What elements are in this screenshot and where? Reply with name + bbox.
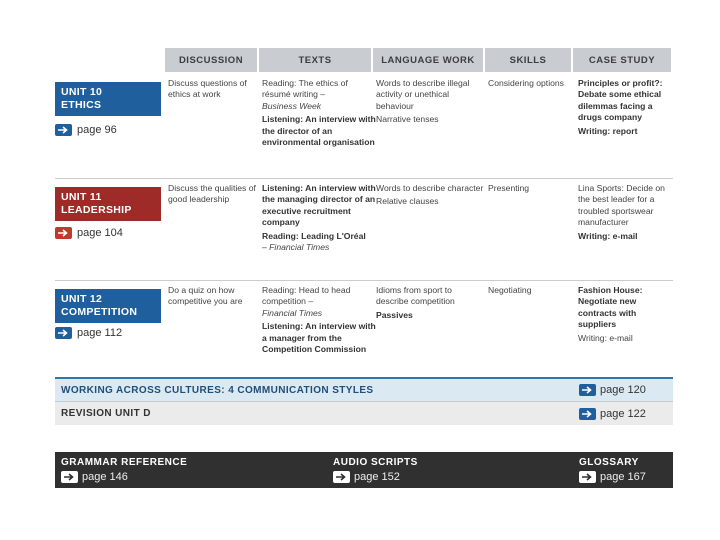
header-skills: SKILLS	[485, 48, 573, 72]
arrow-right-icon	[55, 327, 72, 339]
text-listening: Listening: An interview with a manager from the Competition Commission	[262, 321, 376, 355]
unit-badge-11[interactable]	[55, 187, 161, 221]
footer-bar	[55, 452, 673, 488]
footer-title: GRAMMAR REFERENCE	[61, 457, 188, 468]
arrow-right-icon	[579, 408, 596, 420]
language-cell	[376, 183, 486, 210]
case-title: Fashion House: Negotiate new contracts with suppliers	[578, 285, 643, 330]
discussion-cell: Discuss questions of ethics at work	[168, 78, 247, 100]
column-header-row	[165, 48, 671, 72]
text-source: Financial Times	[262, 307, 323, 318]
unit-name: ETHICS	[61, 99, 102, 111]
footer-title: AUDIO SCRIPTS	[333, 457, 418, 468]
text-source: – Financial Times	[262, 242, 330, 253]
arrow-right-icon	[55, 124, 72, 136]
arrow-right-icon	[55, 227, 72, 239]
text-reading: Reading: The ethics of résumé writing –	[262, 78, 348, 100]
case-cell	[578, 285, 673, 346]
unit-badge-12[interactable]	[55, 289, 161, 323]
header-case-study: CASE STUDY	[573, 48, 671, 72]
case-title: Lina Sports: Decide on the best leader for a troubled sportswear manufacturer	[578, 183, 665, 228]
unit-number: UNIT 12	[61, 293, 103, 305]
page-ref: page 96	[77, 124, 117, 136]
page-ref: page 104	[77, 227, 123, 239]
text-reading: Reading: Head to head competition –	[262, 285, 351, 307]
case-writing: Writing: e-mail	[578, 230, 638, 241]
unit-row-12	[55, 281, 673, 379]
language-cell	[376, 78, 486, 128]
language-item: Narrative tenses	[376, 114, 439, 125]
arrow-right-icon	[579, 384, 596, 396]
case-writing: Writing: report	[578, 125, 638, 136]
working-across-cultures-band[interactable]	[55, 377, 673, 401]
revision-unit-band[interactable]	[55, 401, 673, 425]
language-item: Relative clauses	[376, 196, 439, 207]
page-ref: page 120	[600, 384, 646, 396]
unit-10-page-link[interactable]	[55, 124, 117, 136]
skills-cell: Considering options	[488, 78, 564, 88]
band-title: REVISION UNIT D	[61, 408, 151, 419]
page-ref: page 146	[82, 471, 128, 483]
unit-row-11	[55, 179, 673, 281]
language-cell	[376, 285, 486, 323]
page-ref: page 122	[600, 407, 646, 420]
texts-cell	[262, 78, 376, 150]
unit-number: UNIT 11	[61, 191, 102, 203]
page-ref: page 112	[77, 327, 123, 339]
unit-row-10	[55, 74, 673, 179]
arrow-right-icon	[333, 471, 350, 483]
unit-number: UNIT 10	[61, 86, 103, 98]
header-discussion: DISCUSSION	[165, 48, 259, 72]
skills-cell: Negotiating	[488, 285, 532, 295]
case-title: Principles or profit?: Debate some ethical dilemmas facing a drugs company	[578, 78, 663, 123]
language-item: Words to describe character	[376, 183, 484, 193]
discussion-cell: Discuss the qualities of good leadership	[168, 183, 256, 205]
texts-cell	[262, 285, 376, 357]
glossary-link[interactable]	[579, 457, 646, 483]
band-title: WORKING ACROSS CULTURES: 4 COMMUNICATION STYLES	[61, 384, 374, 396]
page-ref: page 167	[600, 471, 646, 483]
text-reading: Reading: Leading L'Oréal	[262, 230, 366, 241]
footer-title: GLOSSARY	[579, 457, 639, 468]
case-cell	[578, 78, 673, 139]
cultures-page-link[interactable]	[579, 384, 646, 396]
arrow-right-icon	[579, 471, 596, 483]
case-writing: Writing: e-mail	[578, 332, 633, 343]
unit-badge-10[interactable]	[55, 82, 161, 116]
grammar-reference-link[interactable]	[61, 457, 187, 483]
discussion-cell: Do a quiz on how competitive you are	[168, 285, 243, 307]
unit-11-page-link[interactable]	[55, 227, 123, 239]
language-item: Words to describe illegal activity or unethical behaviour	[376, 78, 470, 111]
audio-scripts-link[interactable]	[333, 457, 418, 483]
case-cell	[578, 183, 673, 244]
language-item: Idioms from sport to describe competition	[376, 285, 455, 307]
skills-cell: Presenting	[488, 183, 530, 193]
unit-name: LEADERSHIP	[61, 204, 132, 216]
arrow-right-icon	[61, 471, 78, 483]
page-ref: page 152	[354, 471, 400, 483]
header-language-work: LANGUAGE WORK	[373, 48, 485, 72]
revision-page-link[interactable]	[579, 408, 646, 420]
unit-12-page-link[interactable]	[55, 327, 122, 339]
header-texts: TEXTS	[259, 48, 373, 72]
language-item: Passives	[376, 309, 413, 320]
text-listening: Listening: An interview with the managing director of an executive recruitment company	[262, 183, 376, 228]
texts-cell	[262, 183, 376, 255]
text-listening: Listening: An interview with the director of an environmental organisation	[262, 114, 376, 148]
unit-name: COMPETITION	[61, 306, 138, 318]
text-source: Business Week	[262, 100, 322, 111]
